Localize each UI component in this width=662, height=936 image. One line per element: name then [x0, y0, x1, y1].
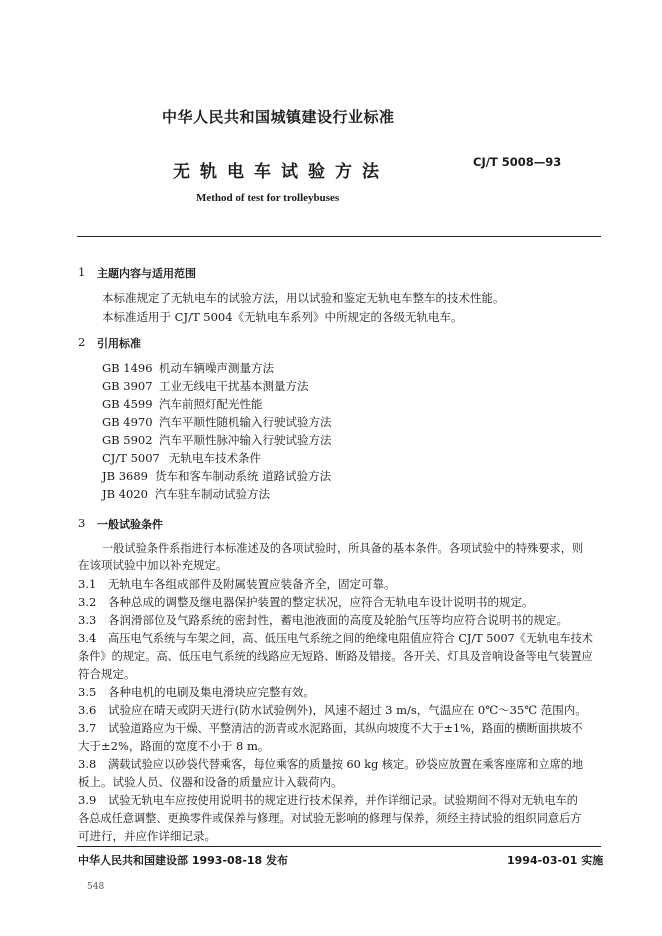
section-3-title: 一般试验条件: [97, 518, 163, 531]
document-title: 无轨电车试验方法: [173, 162, 389, 182]
clause-text: 各种电机的电刷及集电滑块应完整有效。: [108, 685, 315, 699]
reference-name: 汽车平顺性脉冲输入行驶试验方法: [159, 433, 332, 447]
clause-number: 3.4: [78, 631, 97, 645]
clause-number: 3.9: [78, 793, 97, 807]
reference-code: GB 4599: [102, 397, 153, 411]
section-1-number: 1: [78, 265, 86, 279]
clause-number: 3.8: [78, 757, 97, 771]
reference-code: CJ/T 5007: [102, 451, 160, 465]
reference-name: 汽车前照灯配光性能: [159, 397, 263, 411]
clause-number: 3.3: [78, 613, 97, 627]
reference-list-item: [102, 432, 332, 449]
clause-text: 各种总成的调整及继电器保护装置的整定状况，应符合无轨电车设计说明书的规定。: [108, 595, 534, 609]
reference-list-item: [102, 450, 261, 467]
reference-list-item: [102, 486, 270, 503]
section-1-paragraph: 本标准适用于 CJ/T 5004《无轨电车系列》中所规定的各级无轨电车。: [102, 310, 463, 324]
document-subtitle: Method of test for trolleybuses: [196, 192, 340, 204]
section-1-paragraph: 本标准规定了无轨电车的试验方法，用以试验和鉴定无轨电车整车的技术性能。: [102, 291, 505, 305]
section-2-number: 2: [78, 335, 86, 349]
reference-name: 机动车辆噪声测量方法: [159, 361, 274, 375]
reference-list-item: [102, 414, 332, 431]
header-rule: [77, 236, 601, 237]
clause-text: 大于±2%，路面的宽度不小于 8 m。: [78, 739, 270, 753]
clause-number: 3.2: [78, 595, 97, 609]
reference-name: 无轨电车技术条件: [169, 451, 261, 465]
reference-code: GB 4970: [102, 415, 153, 429]
clause-number: 3.6: [78, 703, 97, 717]
clause-text: 可进行，并应作详细记录。: [78, 829, 216, 843]
reference-name: 货车和客车制动系统 道路试验方法: [155, 469, 332, 483]
clause-number: 3.7: [78, 721, 97, 735]
clause-text: 板上。试验人员、仪器和设备的质量应计入载荷内。: [78, 775, 343, 789]
section-3-intro-line: 在该项试验中加以补充规定。: [78, 558, 228, 572]
reference-list-item: [102, 378, 309, 395]
reference-list-item: [102, 468, 331, 485]
issue-statement: 中华人民共和国建设部 1993-08-18 发布: [78, 854, 289, 867]
clause-number: 3.5: [78, 685, 97, 699]
clause-text: 试验应在晴天或阴天进行(防水试验例外)，风速不超过 3 m/s，气温应在 0℃～35℃ 范围内。: [108, 703, 587, 717]
clause-text: 各总成任意调整、更换零件或保养与修理。对试验无影响的修理与保养，须经主持试验的组织同意后方: [78, 812, 582, 825]
reference-code: JB 4020: [102, 487, 148, 501]
standard-code: CJ/T 5008—93: [473, 155, 562, 169]
reference-code: GB 1496: [102, 361, 153, 375]
section-3-number: 3: [78, 516, 86, 530]
page-number: 548: [87, 882, 105, 892]
clause-text: 满载试验应以砂袋代替乘客，每位乘客的质量按 60 kg 核定。砂袋应放置在乘客座席和立席的地: [108, 758, 584, 771]
reference-code: GB 3907: [102, 379, 153, 393]
clause-text: 试验道路应为干燥、平整清洁的沥青或水泥路面，其纵向坡度不大于±1%，路面的横断面拱坡不: [108, 722, 583, 735]
effective-statement: 1994-03-01 实施: [507, 854, 604, 867]
reference-name: 汽车驻车制动试验方法: [155, 487, 270, 501]
section-2-title: 引用标准: [97, 337, 141, 350]
reference-name: 工业无线电干扰基本测量方法: [159, 379, 309, 393]
clause-text: 符合规定。: [78, 667, 136, 681]
reference-list-item: [102, 360, 274, 377]
reference-code: JB 3689: [102, 469, 148, 483]
section-1-title: 主题内容与适用范围: [97, 267, 196, 280]
section-3-intro-line: 一般试验条件系指进行本标准述及的各项试验时，所具备的基本条件。各项试验中的特殊要求，则: [102, 542, 584, 555]
footer-rule: [77, 846, 601, 847]
issuing-organization: 中华人民共和国城镇建设行业标准: [162, 108, 395, 126]
clause-text: 各润滑部位及气路系统的密封性，蓄电池液面的高度及轮胎气压等均应符合说明书的规定。: [108, 613, 568, 627]
clause-text: 条件》的规定。高、低压电气系统的线路应无短路、断路及错接。各开关、灯具及音响设备等电气装置应: [78, 650, 593, 663]
clause-text: 试验无轨电车应按使用说明书的规定进行技术保养，并作详细记录。试验期间不得对无轨电车的: [108, 794, 578, 807]
clause-text: 无轨电车各组成部件及附属装置应装备齐全，固定可靠。: [108, 577, 396, 591]
clause-number: 3.1: [78, 577, 97, 591]
reference-list-item: [102, 396, 263, 413]
reference-code: GB 5902: [102, 433, 153, 447]
reference-name: 汽车平顺性随机输入行驶试验方法: [159, 415, 332, 429]
clause-text: 高压电气系统与车架之间，高、低压电气系统之间的绝缘电阻值应符合 CJ/T 5007《无轨电车技术: [108, 632, 593, 645]
